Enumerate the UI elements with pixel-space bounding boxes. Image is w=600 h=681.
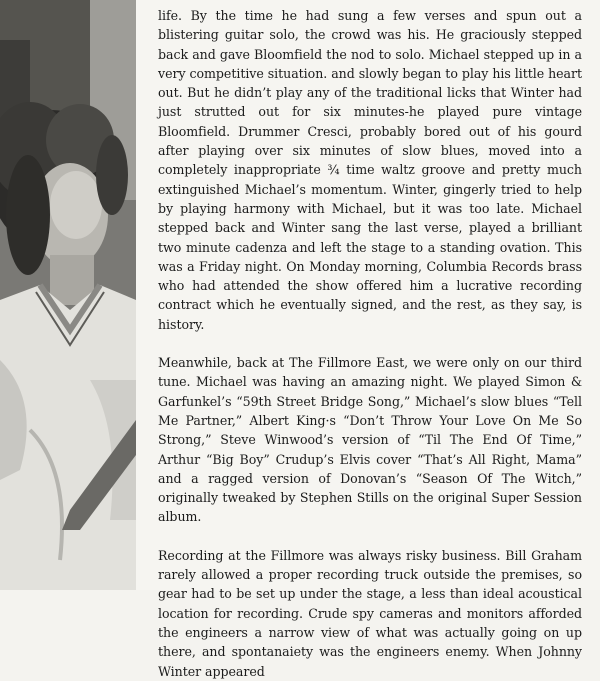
article-text bbox=[158, 6, 582, 681]
musician-photo bbox=[0, 0, 136, 590]
paragraph-3: Recording at the Fillmore was always risky business. Bill Graham rarely allowed a proper recording truck outside the premises, so gear had to be set up under the stage, a less than ideal acoustical location for recording. Crude spy cameras and monitors afforded the engineers a narrow view of what was actually going on up there, and spontanaiety was the engineers enemy. When Johnny Winter appeared bbox=[158, 547, 582, 679]
photo-illustration bbox=[0, 0, 136, 590]
paragraph-2: Meanwhile, back at The Fillmore East, we were only on our third tune. Michael was having an amazing night. We played Simon & Garfunkel’s “59th Street Bridge Song,” Michael’s slow blues “Tell Me Partner,” Albert King·s “Don’t Throw Your Love On Me So Strong,” Steve Winwood’s version of “Til The End Of Time,” Arthur “Big Boy” Crudup’s Elvis cover “That’s All Right, Mama” and a ragged version of Donovan’s “Season Of The Witch,” originally tweaked by Stephen Stills on the original Super Session album. bbox=[158, 355, 582, 525]
paragraph-1: life. By the time he had sung a few verses and spun out a blistering guitar solo, the crowd was his. He graciously stepped back and gave Bloomfield the nod to solo. Michael stepped up in a very competitive situation. and slowly began to play his little heart out. But he didn’t play any of the traditional licks that Winter had just strutted out for six minutes-he played pure vintage Bloomfield. Drummer Cresci, probably bored out of his gourd after playing over six minutes of slow blues, moved into a completely inappropriate ¾ time waltz groove and pretty much extinguished Michael’s momentum. Winter, gingerly tried to help by playing harmony with Michael, but it was too late. Michael stepped back and Winter sang the last verse, played a brilliant two minute cadenza and left the stage to a standing ovation. This was a Friday night. On Monday morning, Columbia Records brass who had attended the show offered him a lucrative recording contract which he eventually signed, and the rest, as they say, is history. bbox=[158, 8, 582, 332]
